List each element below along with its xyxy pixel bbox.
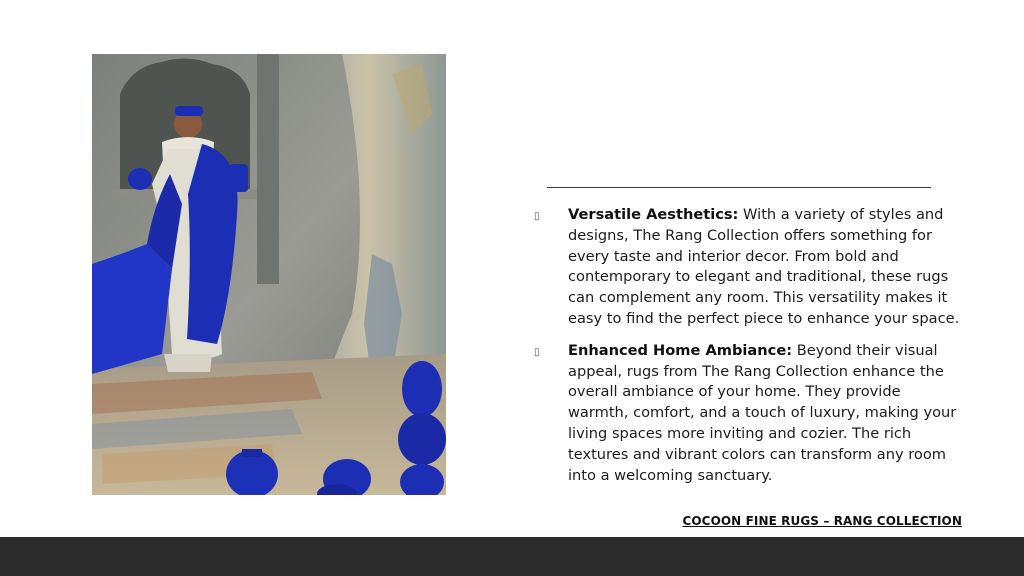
feature-list: [534, 205, 964, 497]
bottom-bar: [0, 537, 1024, 576]
bullet-title: Enhanced Home Ambiance:: [568, 341, 793, 359]
photo-illustration: [92, 54, 446, 495]
bullet-icon: ▯: [534, 211, 540, 222]
hero-photo: [92, 54, 446, 495]
bullet-paragraph: [568, 205, 964, 330]
footer-caption-link[interactable]: COCOON FINE RUGS – RANG COLLECTION: [682, 514, 962, 528]
bullet-title: Versatile Aesthetics:: [568, 206, 739, 223]
bullet-paragraph: [568, 341, 964, 487]
list-item: [534, 341, 964, 487]
section-divider: [547, 187, 931, 188]
bullet-icon: ▯: [534, 346, 540, 358]
bullet-body: With a variety of styles and designs, The Rang Collection offers something for every taste and interior decor. From bold and contemporary to elegant and traditional, these rugs can complement any room. This versatility makes it easy to find the perfect piece to enhance your space.: [568, 206, 960, 327]
bullet-body: Beyond their visual appeal, rugs from The Rang Collection enhance the overall ambiance of your home. They provide warmth, comfort, and a touch of luxury, making your living spaces more inviting and cozier. The rich textures and vibrant colors can transform any room into a welcoming sanctuary.: [568, 341, 957, 484]
list-item: [534, 205, 964, 330]
